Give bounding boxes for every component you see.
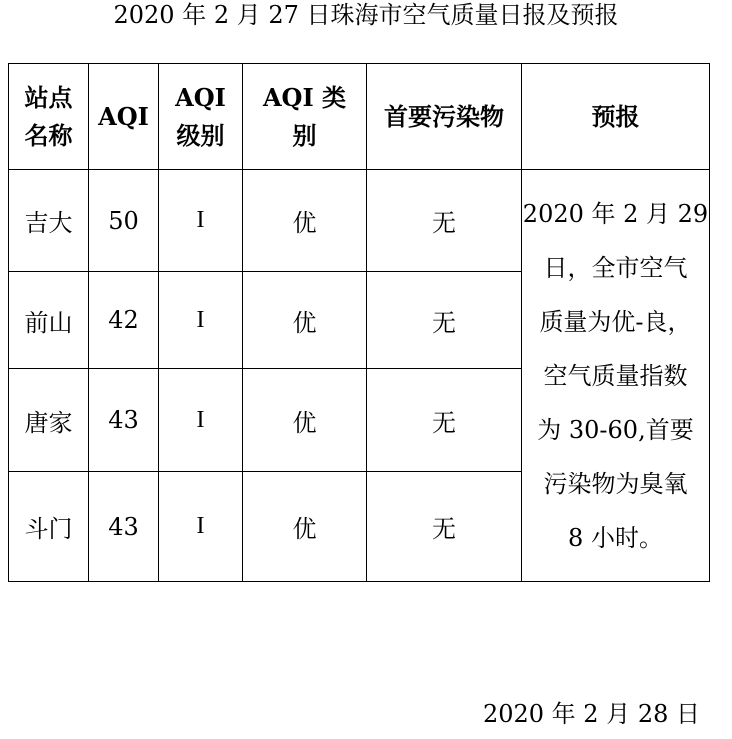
pollutant-cell: 无: [367, 272, 522, 369]
header-category-line2: 别: [292, 120, 317, 150]
header-forecast-label: 预报: [591, 101, 640, 131]
header-station: [9, 64, 89, 170]
report-date: 2020 年 2 月 28 日: [482, 700, 700, 728]
station-cell: 吉大: [9, 170, 89, 272]
header-station-line1: 站点: [24, 82, 73, 112]
pollutant-cell: 无: [367, 369, 522, 472]
header-level-line2: 级别: [176, 120, 225, 150]
forecast-cell: [522, 170, 710, 582]
category-cell: 优: [243, 170, 367, 272]
pollutant-cell: 无: [367, 170, 522, 272]
header-pollutant: [367, 64, 522, 170]
aqi-cell: 42: [89, 272, 159, 369]
header-category-line1: AQI 类: [262, 82, 347, 112]
table-header-row: [9, 64, 710, 170]
forecast-line: 8 小时。: [568, 523, 663, 552]
level-cell: I: [159, 170, 243, 272]
category-cell: 优: [243, 472, 367, 582]
aqi-cell: 50: [89, 170, 159, 272]
header-level-line1: AQI: [175, 82, 226, 112]
pollutant-cell: 无: [367, 472, 522, 582]
forecast-line: 空气质量指数: [543, 361, 688, 390]
forecast-line: 污染物为臭氧: [543, 469, 688, 498]
forecast-line: 为 30-60,首要: [537, 415, 694, 444]
air-quality-table: [8, 63, 710, 582]
level-cell: I: [159, 472, 243, 582]
table-row: [9, 170, 710, 272]
station-cell: 斗门: [9, 472, 89, 582]
station-cell: 前山: [9, 272, 89, 369]
forecast-line: 质量为优-良，: [539, 307, 692, 336]
header-aqi: [89, 64, 159, 170]
header-category: [243, 64, 367, 170]
aqi-cell: 43: [89, 369, 159, 472]
aqi-cell: 43: [89, 472, 159, 582]
level-cell: I: [159, 272, 243, 369]
station-cell: 唐家: [9, 369, 89, 472]
header-level: [159, 64, 243, 170]
header-pollutant-label: 首要污染物: [384, 101, 504, 131]
level-cell: I: [159, 369, 243, 472]
header-forecast: [522, 64, 710, 170]
header-aqi-label: AQI: [98, 101, 149, 131]
page-title: 2020 年 2 月 27 日珠海市空气质量日报及预报: [113, 1, 619, 29]
category-cell: 优: [243, 272, 367, 369]
forecast-line: 2020 年 2 月 29: [522, 199, 709, 228]
category-cell: 优: [243, 369, 367, 472]
header-station-line2: 名称: [24, 120, 73, 150]
forecast-line: 日，全市空气: [543, 253, 688, 282]
